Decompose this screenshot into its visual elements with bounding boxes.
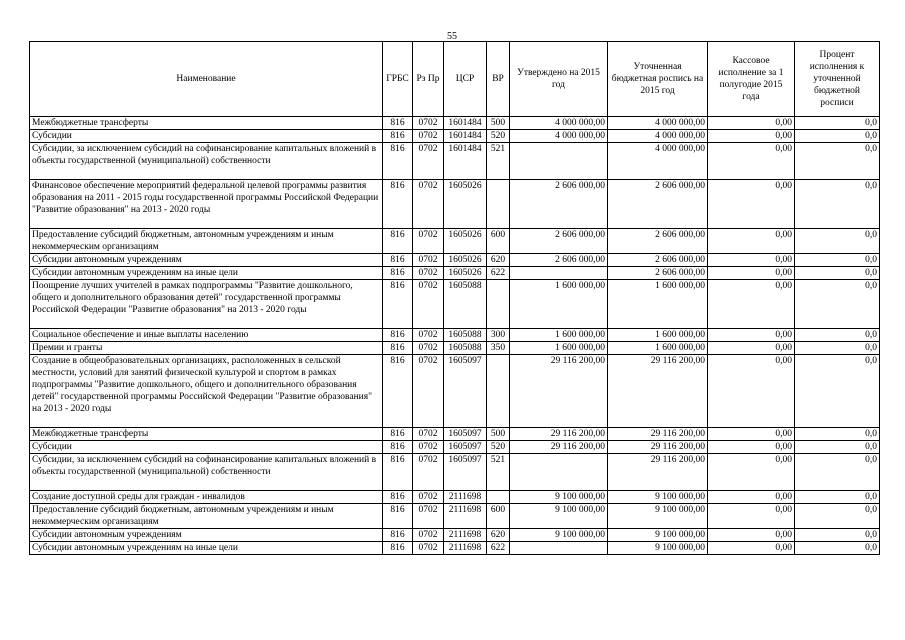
row-refined: 29 116 200,00 [608,454,708,491]
row-approved: 4 000 000,00 [510,130,608,143]
row-refined: 9 100 000,00 [608,504,708,529]
table-row [30,180,880,229]
row-name: Создание в общеобразовательных организациях, расположенных в сельской местности, условий для занятий физической культурой и спортом в рамках подпрограммы "Развитие дошкольного, общего и дополнительного образования детей" государственной программы Российской Федерации "Развитие образования" на 2013 - 2020 годы [30,355,383,428]
row-vr: 620 [487,254,510,267]
row-csr: 2111698 [444,529,487,542]
row-percent: 0,0 [795,329,880,342]
row-rzpr: 0702 [413,229,444,254]
row-grbs: 816 [383,329,413,342]
row-percent: 0,0 [795,267,880,280]
row-rzpr: 0702 [413,491,444,504]
row-percent: 0,0 [795,355,880,428]
row-cash: 0,00 [708,355,795,428]
row-cash: 0,00 [708,117,795,130]
header-vr: ВР [487,42,510,117]
row-rzpr: 0702 [413,454,444,491]
row-name: Социальное обеспечение и иные выплаты населению [30,329,383,342]
row-grbs: 816 [383,454,413,491]
row-grbs: 816 [383,117,413,130]
row-name: Субсидии [30,130,383,143]
row-approved [510,454,608,491]
row-csr: 1605026 [444,180,487,229]
row-rzpr: 0702 [413,342,444,355]
row-vr: 500 [487,428,510,441]
row-percent: 0,0 [795,280,880,329]
row-name: Межбюджетные трансферты [30,428,383,441]
row-refined: 2 606 000,00 [608,180,708,229]
row-csr: 1605026 [444,267,487,280]
row-grbs: 816 [383,491,413,504]
row-approved: 2 606 000,00 [510,229,608,254]
row-percent: 0,0 [795,441,880,454]
row-approved: 9 100 000,00 [510,529,608,542]
row-name: Предоставление субсидий бюджетным, автономным учреждениям и иным некоммерческим организациям [30,229,383,254]
row-approved: 1 600 000,00 [510,342,608,355]
row-percent: 0,0 [795,130,880,143]
row-grbs: 816 [383,254,413,267]
row-csr: 1601484 [444,117,487,130]
budget-table [29,41,880,555]
row-vr: 521 [487,143,510,180]
row-cash: 0,00 [708,342,795,355]
row-percent: 0,0 [795,529,880,542]
row-percent: 0,0 [795,143,880,180]
row-csr: 1605097 [444,428,487,441]
row-cash: 0,00 [708,428,795,441]
row-vr: 520 [487,441,510,454]
row-cash: 0,00 [708,280,795,329]
row-name: Межбюджетные трансферты [30,117,383,130]
row-name: Субсидии, за исключением субсидий на софинансирование капитальных вложений в объекты государственной (муниципальной) собственности [30,454,383,491]
row-approved: 29 116 200,00 [510,355,608,428]
row-grbs: 816 [383,130,413,143]
row-grbs: 816 [383,342,413,355]
row-cash: 0,00 [708,180,795,229]
row-approved: 9 100 000,00 [510,491,608,504]
table-row [30,143,880,180]
row-cash: 0,00 [708,504,795,529]
header-cash: Кассовое исполнение за 1 полугодие 2015 года [708,42,795,117]
header-grbs: ГРБС [383,42,413,117]
row-csr: 1605026 [444,229,487,254]
row-percent: 0,0 [795,180,880,229]
row-grbs: 816 [383,280,413,329]
row-vr [487,355,510,428]
row-csr: 1605088 [444,342,487,355]
row-refined: 1 600 000,00 [608,280,708,329]
row-grbs: 816 [383,229,413,254]
row-approved: 2 606 000,00 [510,180,608,229]
row-cash: 0,00 [708,267,795,280]
row-approved: 1 600 000,00 [510,329,608,342]
row-name: Финансовое обеспечение мероприятий федеральной целевой программы развития образования на 2011 - 2015 годы государственной программы Российской Федерации "Развитие образования" на 2013 - 2020 годы [30,180,383,229]
table-row [30,329,880,342]
row-percent: 0,0 [795,117,880,130]
row-vr [487,180,510,229]
row-refined: 9 100 000,00 [608,542,708,555]
row-percent: 0,0 [795,229,880,254]
row-name: Субсидии [30,441,383,454]
table-row [30,342,880,355]
row-rzpr: 0702 [413,180,444,229]
row-grbs: 816 [383,355,413,428]
header-percent: Процент исполнения к уточненной бюджетной росписи [795,42,880,117]
row-refined: 1 600 000,00 [608,342,708,355]
row-name: Премии и гранты [30,342,383,355]
row-rzpr: 0702 [413,280,444,329]
header-refined: Уточненная бюджетная роспись на 2015 год [608,42,708,117]
row-percent: 0,0 [795,542,880,555]
row-vr: 500 [487,117,510,130]
row-refined: 4 000 000,00 [608,130,708,143]
row-percent: 0,0 [795,428,880,441]
row-rzpr: 0702 [413,130,444,143]
row-name: Предоставление субсидий бюджетным, автономным учреждениям и иным некоммерческим организациям [30,504,383,529]
row-approved: 29 116 200,00 [510,428,608,441]
header-name: Наименование [30,42,383,117]
table-row [30,504,880,529]
row-approved: 1 600 000,00 [510,280,608,329]
row-grbs: 816 [383,428,413,441]
row-rzpr: 0702 [413,441,444,454]
row-grbs: 816 [383,542,413,555]
header-csr: ЦСР [444,42,487,117]
table-row [30,529,880,542]
table-row [30,130,880,143]
row-cash: 0,00 [708,491,795,504]
row-vr [487,280,510,329]
header-approved: Утверждено на 2015 год [510,42,608,117]
row-rzpr: 0702 [413,542,444,555]
row-vr: 620 [487,529,510,542]
row-cash: 0,00 [708,529,795,542]
row-name: Субсидии автономным учреждениям на иные цели [30,542,383,555]
table-row [30,280,880,329]
row-csr: 1605097 [444,454,487,491]
row-approved [510,542,608,555]
row-percent: 0,0 [795,254,880,267]
row-refined: 4 000 000,00 [608,117,708,130]
row-cash: 0,00 [708,542,795,555]
row-approved: 29 116 200,00 [510,441,608,454]
row-vr: 600 [487,504,510,529]
row-cash: 0,00 [708,329,795,342]
row-cash: 0,00 [708,130,795,143]
row-rzpr: 0702 [413,428,444,441]
row-refined: 2 606 000,00 [608,254,708,267]
row-rzpr: 0702 [413,267,444,280]
row-csr: 1605097 [444,441,487,454]
row-csr: 2111698 [444,491,487,504]
table-row [30,117,880,130]
row-refined: 9 100 000,00 [608,491,708,504]
row-approved: 9 100 000,00 [510,504,608,529]
row-cash: 0,00 [708,254,795,267]
table-header-row [30,42,880,117]
row-name: Субсидии автономным учреждениям на иные цели [30,267,383,280]
table-row [30,229,880,254]
row-csr: 1601484 [444,143,487,180]
row-rzpr: 0702 [413,504,444,529]
table-row [30,454,880,491]
table-row [30,441,880,454]
row-cash: 0,00 [708,229,795,254]
row-percent: 0,0 [795,504,880,529]
row-name: Поощрение лучших учителей в рамках подпрограммы "Развитие дошкольного, общего и дополнительного образования детей" государственной программы Российской Федерации "Развитие образования" на 2013 - 2020 годы [30,280,383,329]
row-grbs: 816 [383,504,413,529]
row-grbs: 816 [383,441,413,454]
row-grbs: 816 [383,143,413,180]
row-csr: 1605026 [444,254,487,267]
row-rzpr: 0702 [413,529,444,542]
row-rzpr: 0702 [413,254,444,267]
row-name: Субсидии автономным учреждениям [30,254,383,267]
row-vr [487,491,510,504]
page-number: 55 [447,31,457,42]
row-approved: 4 000 000,00 [510,117,608,130]
table-row [30,267,880,280]
row-csr: 1601484 [444,130,487,143]
row-name: Создание доступной среды для граждан - инвалидов [30,491,383,504]
table-row [30,542,880,555]
row-percent: 0,0 [795,342,880,355]
row-vr: 520 [487,130,510,143]
row-refined: 1 600 000,00 [608,329,708,342]
row-refined: 2 606 000,00 [608,267,708,280]
row-csr: 1605097 [444,355,487,428]
row-csr: 2111698 [444,542,487,555]
row-grbs: 816 [383,267,413,280]
row-cash: 0,00 [708,441,795,454]
row-grbs: 816 [383,180,413,229]
row-cash: 0,00 [708,454,795,491]
row-name: Субсидии, за исключением субсидий на софинансирование капитальных вложений в объекты государственной (муниципальной) собственности [30,143,383,180]
row-rzpr: 0702 [413,117,444,130]
row-rzpr: 0702 [413,143,444,180]
table-row [30,491,880,504]
row-refined: 29 116 200,00 [608,428,708,441]
row-name: Субсидии автономным учреждениям [30,529,383,542]
row-refined: 2 606 000,00 [608,229,708,254]
row-rzpr: 0702 [413,329,444,342]
row-refined: 29 116 200,00 [608,355,708,428]
table-row [30,355,880,428]
row-refined: 9 100 000,00 [608,529,708,542]
row-csr: 1605088 [444,280,487,329]
row-grbs: 816 [383,529,413,542]
row-vr: 622 [487,267,510,280]
row-approved [510,143,608,180]
row-vr: 521 [487,454,510,491]
table-row [30,254,880,267]
row-percent: 0,0 [795,454,880,491]
row-vr: 600 [487,229,510,254]
header-rzpr: Рз Пр [413,42,444,117]
row-vr: 350 [487,342,510,355]
row-vr: 300 [487,329,510,342]
row-csr: 1605088 [444,329,487,342]
row-cash: 0,00 [708,143,795,180]
row-percent: 0,0 [795,491,880,504]
row-rzpr: 0702 [413,355,444,428]
row-approved [510,267,608,280]
table-row [30,428,880,441]
row-vr: 622 [487,542,510,555]
row-csr: 2111698 [444,504,487,529]
row-approved: 2 606 000,00 [510,254,608,267]
row-refined: 4 000 000,00 [608,143,708,180]
row-refined: 29 116 200,00 [608,441,708,454]
